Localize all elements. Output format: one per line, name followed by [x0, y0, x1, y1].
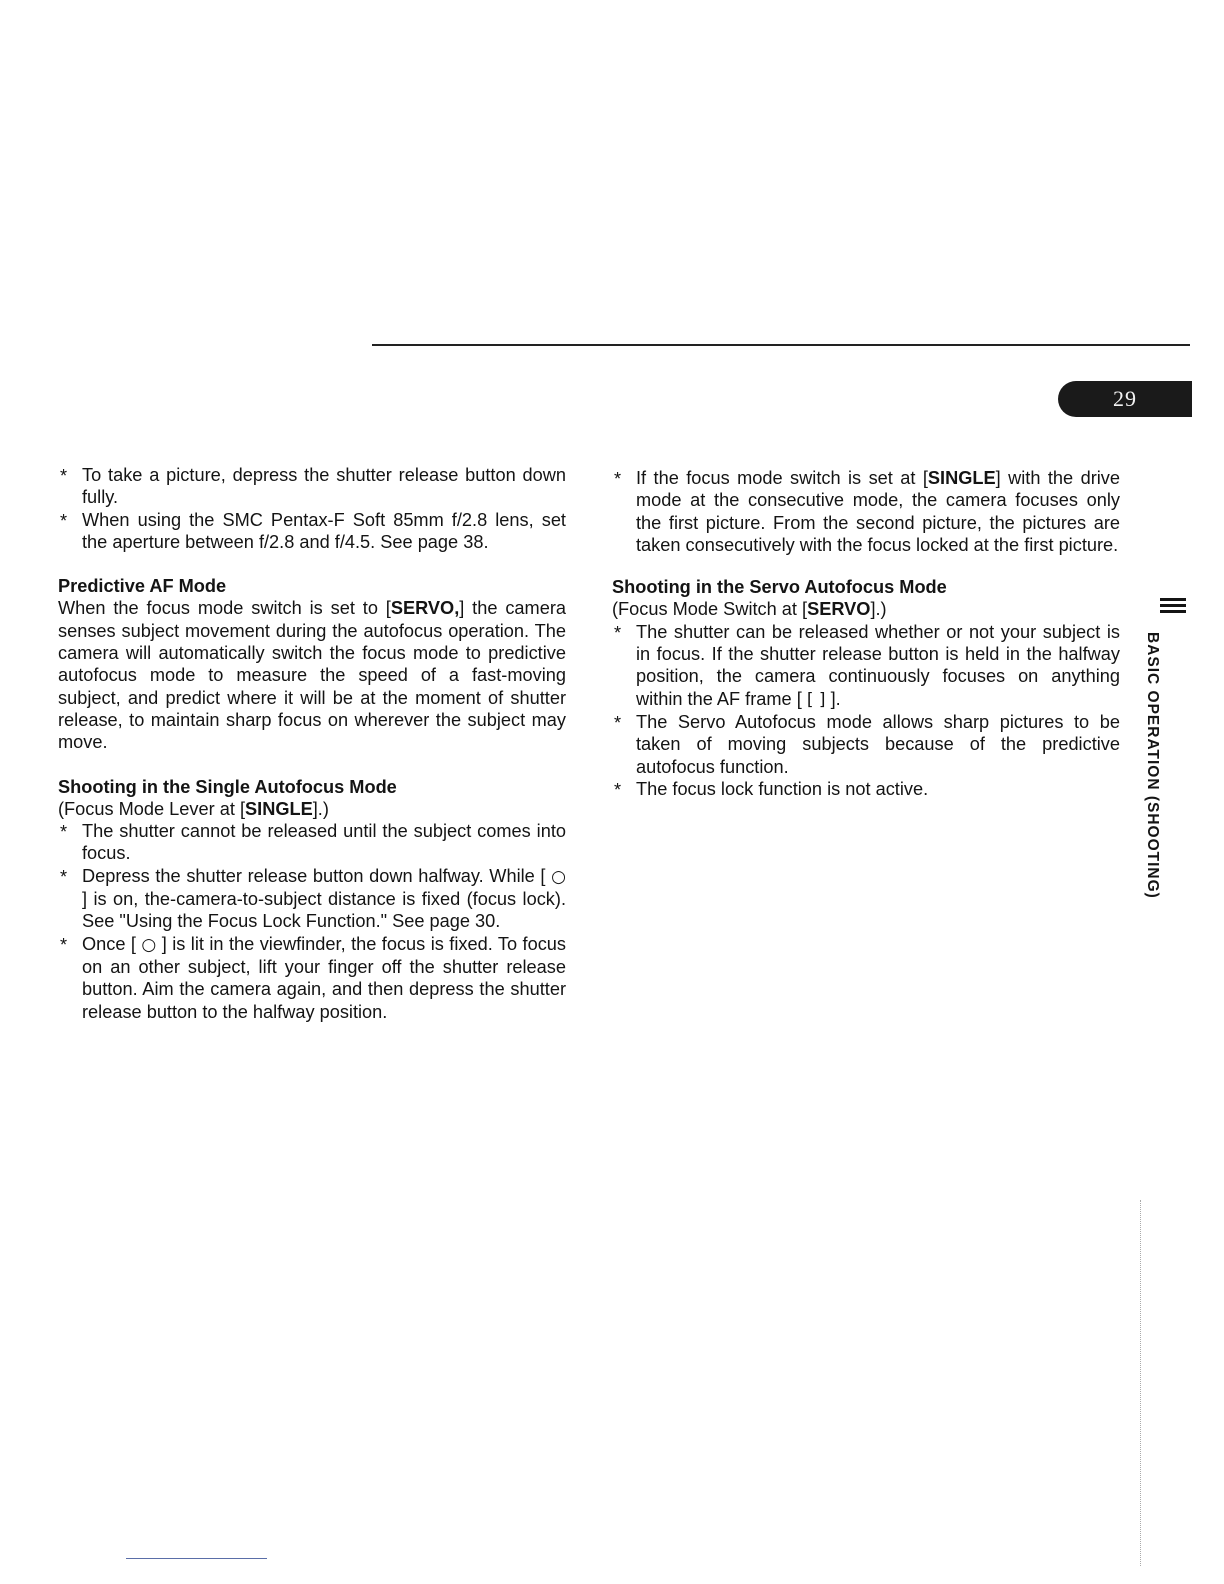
servo-af-heading: Shooting in the Servo Autofocus Mode	[612, 577, 947, 598]
list-item: * If the focus mode switch is set at [SINGLE] with the drive mode at the consecutive mode, the camera focuses only the first picture. From the second picture, the pictures are taken consecutively with the focus locked at the first picture.	[612, 467, 1120, 556]
list-item: * The focus lock function is not active.	[612, 778, 1120, 800]
list-item: * The Servo Autofocus mode allows sharp pictures to be taken of moving subjects because of the predictive autofocus function.	[612, 711, 1120, 778]
section-marker	[1160, 610, 1186, 613]
header-rule	[372, 344, 1190, 346]
margin-line	[1140, 1200, 1141, 1566]
af-frame-icon: [ ]	[806, 689, 826, 710]
focus-indicator-icon: ○	[551, 866, 566, 887]
single-af-heading: Shooting in the Single Autofocus Mode	[58, 776, 397, 797]
list-item: * The shutter can be released whether or not your subject is in focus. If the shutter release button is held in the halfway position, the camera continuously focuses on anything within the AF frame [ [ ] ].	[612, 621, 1120, 711]
list-item: * Once [ ○ ] is lit in the viewfinder, the focus is fixed. To focus on an other subject, lift your finger off the shutter release button. Aim the camera again, and then depress the shutter release button to the halfway position.	[58, 933, 566, 1023]
section-side-tab: BASIC OPERATION (SHOOTING)	[1144, 632, 1161, 899]
list-item: * When using the SMC Pentax-F Soft 85mm f/2.8 lens, set the aperture between f/2.8 and f/4.5. See page 38.	[58, 509, 566, 554]
list-item: * Depress the shutter release button down halfway. While [ ○ ] is on, the-camera-to-subject distance is fixed (focus lock). See "Using the Focus Lock Function." See page 30.	[58, 865, 566, 933]
footnote-rule	[126, 1558, 267, 1559]
list-item: * To take a picture, depress the shutter release button down fully.	[58, 464, 566, 509]
predictive-af-paragraph: When the focus mode switch is set to [SERVO,] the camera senses subject movement during the autofocus operation. The camera will automatically switch the focus mode to predictive autofocus mode to measure the speed of a fast-moving subject, and predict where it will be at the moment of shutter release, to maintain sharp focus on wherever the subject may move.	[58, 598, 566, 753]
single-af-subheading: (Focus Mode Lever at [SINGLE].)	[58, 798, 329, 819]
right-column	[612, 467, 1120, 800]
list-item: * The shutter cannot be released until the subject comes into focus.	[58, 820, 566, 865]
left-column	[58, 464, 566, 1023]
predictive-af-heading: Predictive AF Mode	[58, 576, 227, 597]
section-marker	[1160, 604, 1186, 607]
page-number: 29	[1058, 381, 1192, 417]
section-marker	[1160, 598, 1186, 601]
focus-indicator-icon: ○	[141, 934, 157, 955]
servo-af-subheading: (Focus Mode Switch at [SERVO].)	[612, 599, 887, 620]
